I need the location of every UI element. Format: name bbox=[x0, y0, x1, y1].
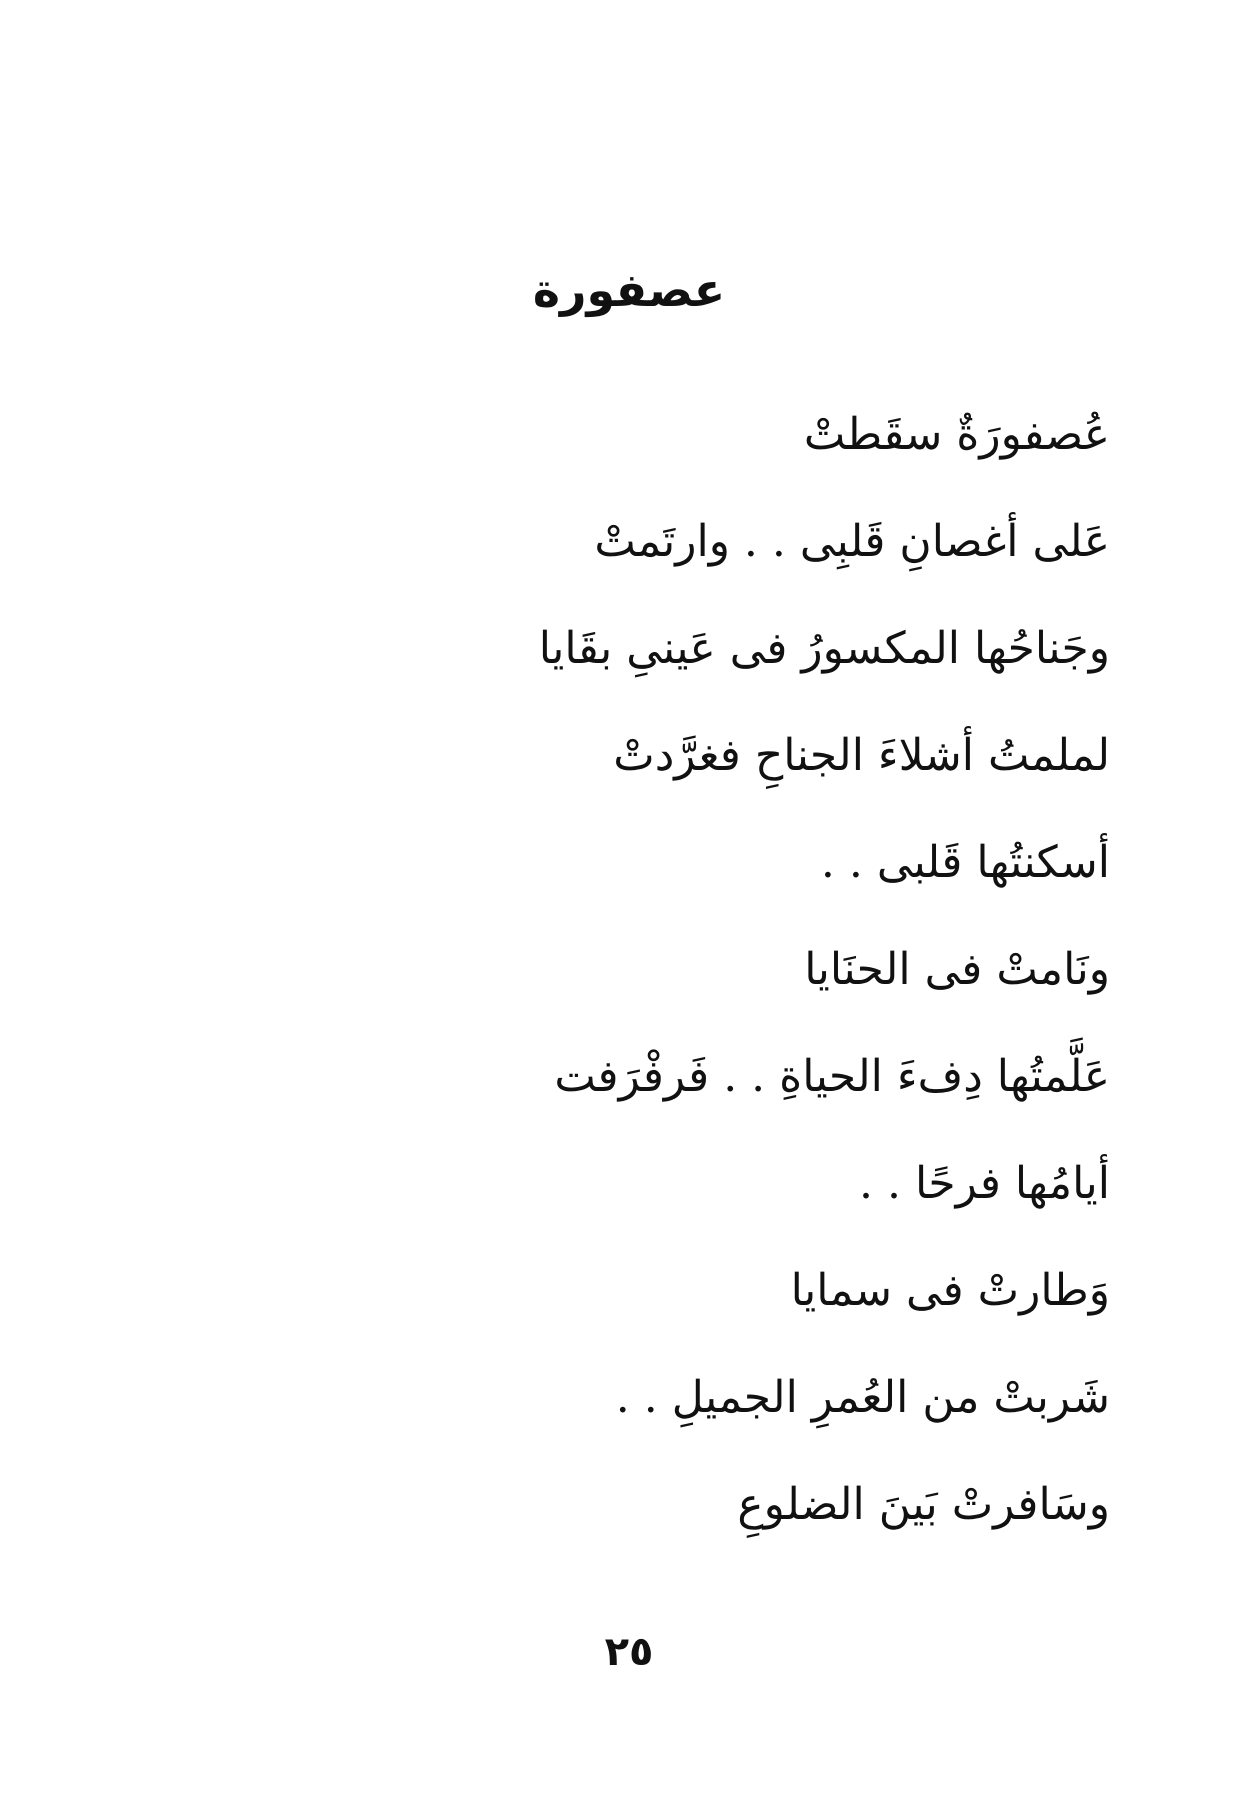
poem-line: عُصفورَةٌ سقَطتْ bbox=[803, 409, 1110, 460]
poem-line: عَلَّمتُها دِفءَ الحياةِ . . فَرفْرَفت bbox=[554, 1051, 1110, 1102]
poem-line: شَربتْ من العُمرِ الجميلِ . . bbox=[615, 1372, 1110, 1423]
poem-line: ونَامتْ فى الحنَايا bbox=[804, 944, 1110, 995]
page-number: ٢٥ bbox=[604, 1629, 654, 1675]
poem-title: عصفورة bbox=[532, 263, 726, 317]
poem-line: أسكنتُها قَلبى . . bbox=[820, 837, 1110, 888]
poem-line: وَطارتْ فى سمايا bbox=[790, 1265, 1110, 1316]
poem-line: أيامُها فرحًا . . bbox=[859, 1158, 1110, 1209]
poem-body bbox=[290, 395, 1110, 1572]
poem-line: لملمتُ أشلاءَ الجناحِ فغرَّدتْ bbox=[613, 730, 1110, 781]
poem-line: وسَافرتْ بَينَ الضلوعِ bbox=[737, 1479, 1110, 1530]
poem-line: عَلى أغصانِ قَلبِى . . وارتَمتْ bbox=[594, 516, 1110, 567]
poem-line: وجَناحُها المكسورُ فى عَينىِ بقَايا bbox=[538, 623, 1110, 674]
